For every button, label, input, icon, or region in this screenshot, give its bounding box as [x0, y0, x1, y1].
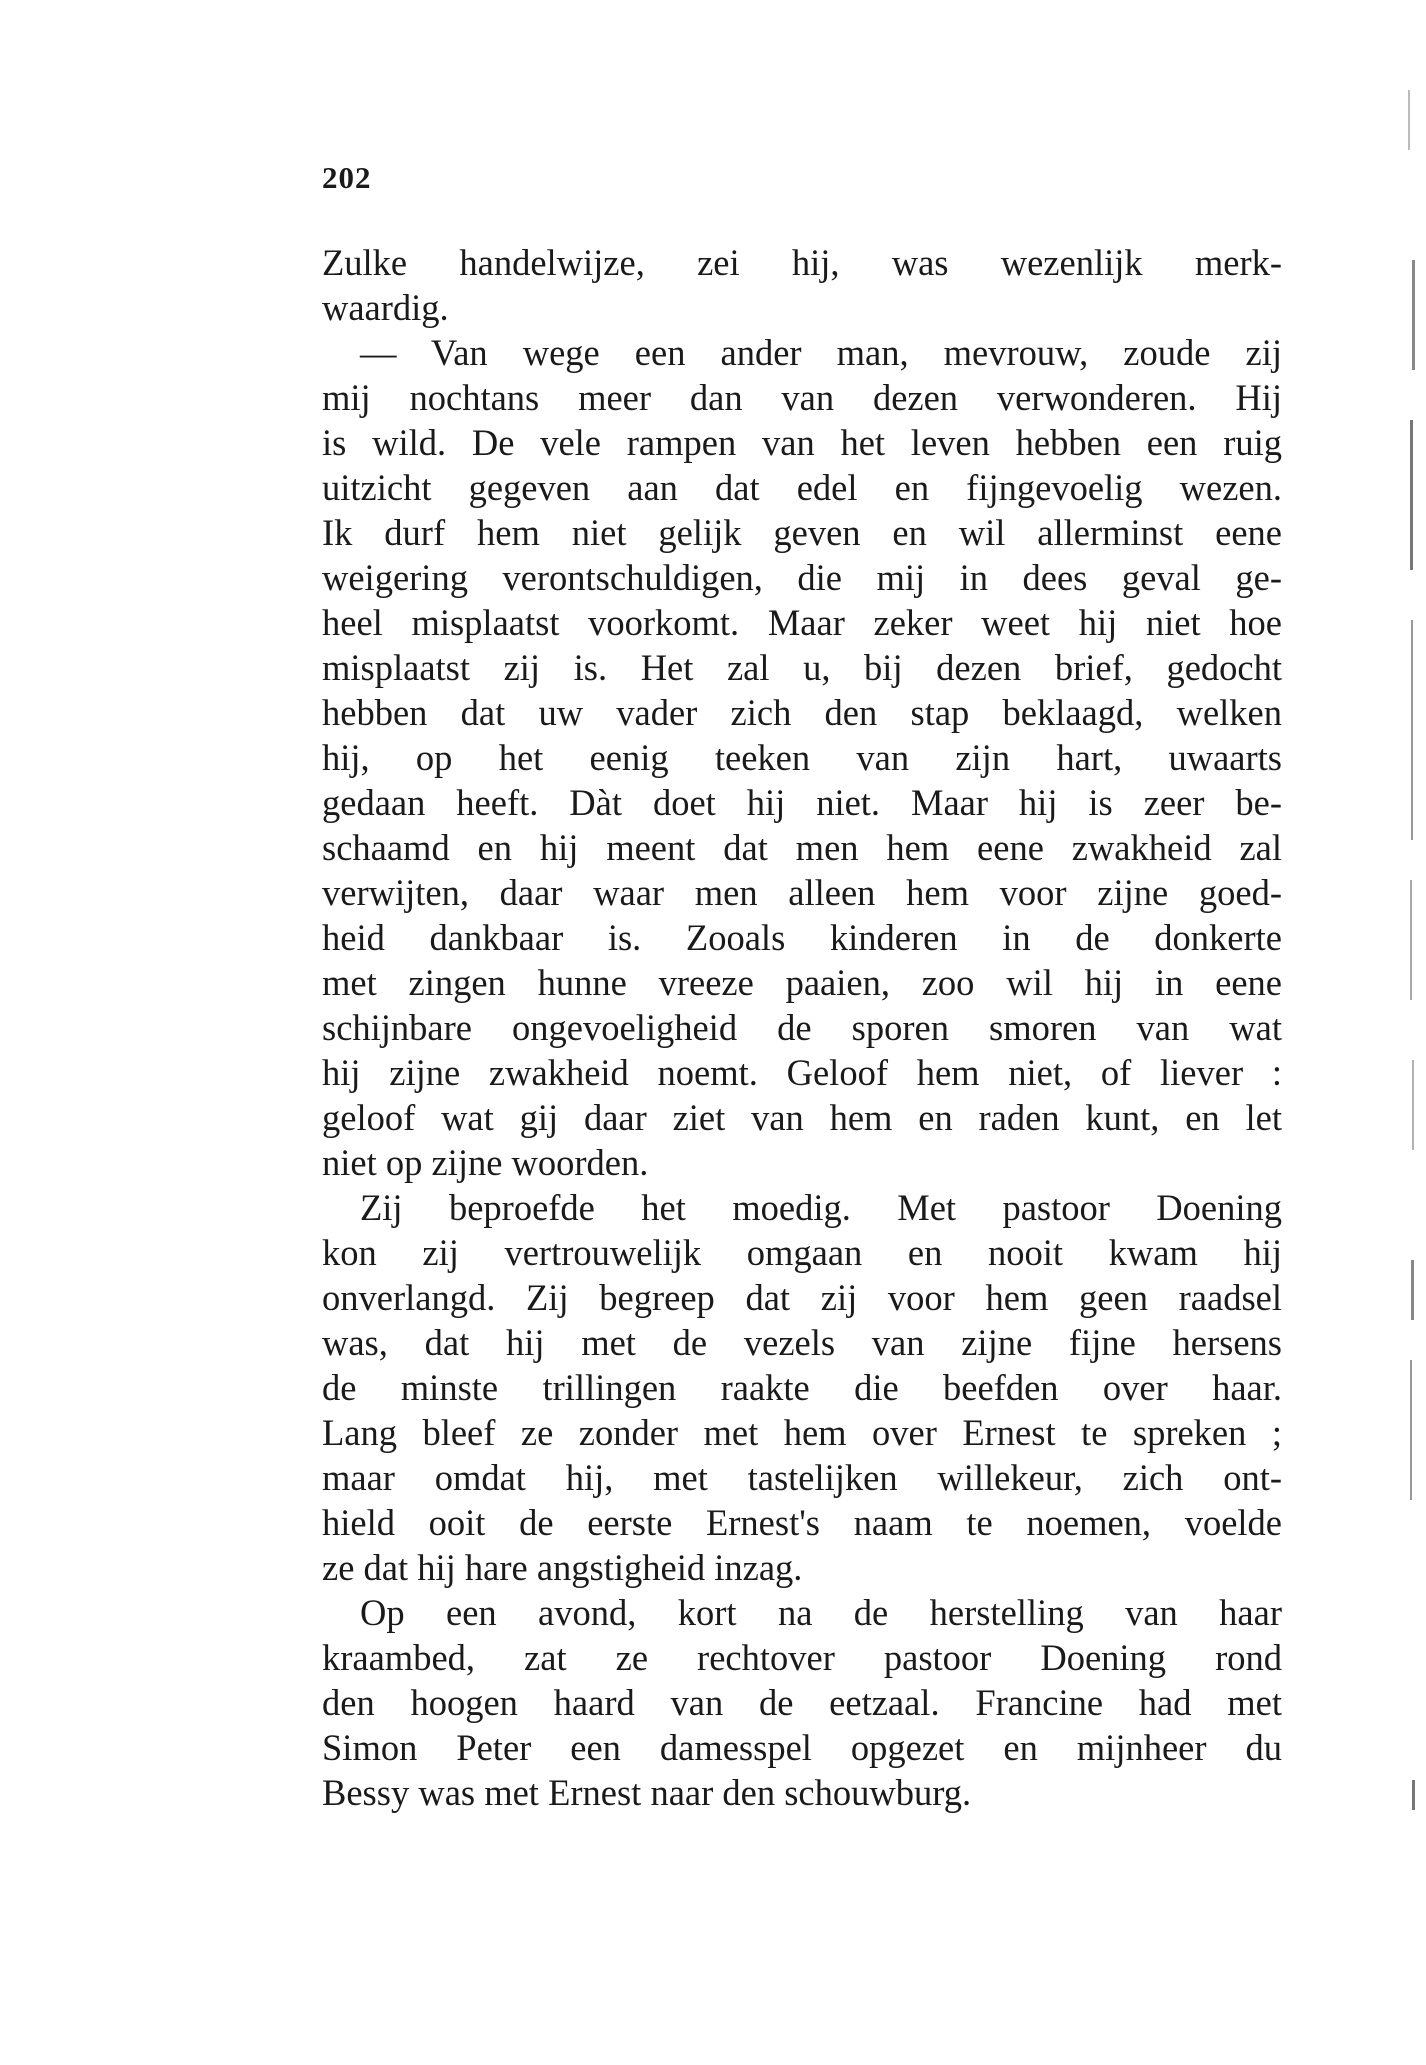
text-line: Simon Peter een damesspel opgezet en mijnheer du — [322, 1727, 1282, 1768]
text-line: — Van wege een ander man, mevrouw, zoude zij — [360, 332, 1282, 373]
text-line: gedaan heeft. Dàt doet hij niet. Maar hij is zeer be- — [322, 782, 1282, 823]
text-line: waardig. — [322, 287, 449, 328]
text-line: hij, op het eenig teeken van zijn hart, uwaarts — [322, 737, 1282, 778]
text-line: heel misplaatst voorkomt. Maar zeker weet hij niet hoe — [322, 602, 1282, 643]
text-line: geloof wat gij daar ziet van hem en raden kunt, en let — [322, 1097, 1282, 1138]
text-line: maar omdat hij, met tastelijken willekeur, zich ont- — [322, 1457, 1282, 1498]
body-text — [322, 240, 1282, 1815]
page-number: 202 — [322, 160, 372, 195]
text-line: verwijten, daar waar men alleen hem voor zijne goed- — [322, 872, 1282, 913]
text-line: ze dat hij hare angstigheid inzag. — [322, 1547, 803, 1588]
text-line: Op een avond, kort na de herstelling van haar — [360, 1592, 1282, 1633]
text-line: Ik durf hem niet gelijk geven en wil allerminst eene — [322, 512, 1282, 553]
text-line: hebben dat uw vader zich den stap beklaagd, welken — [322, 692, 1282, 733]
text-line: kraambed, zat ze rechtover pastoor Doening rond — [322, 1637, 1282, 1678]
text-line: mij nochtans meer dan van dezen verwonderen. Hij — [322, 377, 1282, 418]
text-line: hield ooit de eerste Ernest's naam te noemen, voelde — [322, 1502, 1282, 1543]
text-line: heid dankbaar is. Zooals kinderen in de donkerte — [322, 917, 1282, 958]
scan-edge-artifacts — [1398, 60, 1426, 1860]
text-line: niet op zijne woorden. — [322, 1142, 649, 1183]
text-line: Bessy was met Ernest naar den schouwburg. — [322, 1772, 972, 1813]
text-line: is wild. De vele rampen van het leven hebben een ruig — [322, 422, 1282, 463]
text-line: schaamd en hij meent dat men hem eene zwakheid zal — [322, 827, 1282, 868]
text-line: onverlangd. Zij begreep dat zij voor hem geen raadsel — [322, 1277, 1282, 1318]
text-line: den hoogen haard van de eetzaal. Francine had met — [322, 1682, 1282, 1723]
text-line: was, dat hij met de vezels van zijne fijne hersens — [322, 1322, 1282, 1363]
text-line: Zij beproefde het moedig. Met pastoor Doening — [360, 1187, 1282, 1228]
text-line: Zulke handelwijze, zei hij, was wezenlijk merk- — [322, 242, 1282, 283]
text-line: de minste trillingen raakte die beefden over haar. — [322, 1367, 1282, 1408]
text-line: schijnbare ongevoeligheid de sporen smoren van wat — [322, 1007, 1282, 1048]
text-line: met zingen hunne vreeze paaien, zoo wil hij in eene — [322, 962, 1282, 1003]
text-line: weigering verontschuldigen, die mij in dees geval ge- — [322, 557, 1282, 598]
text-line: kon zij vertrouwelijk omgaan en nooit kwam hij — [322, 1232, 1282, 1273]
text-line: misplaatst zij is. Het zal u, bij dezen brief, gedocht — [322, 647, 1282, 688]
text-line: uitzicht gegeven aan dat edel en fijngevoelig wezen. — [322, 467, 1282, 508]
text-line: Lang bleef ze zonder met hem over Ernest te spreken ; — [322, 1412, 1282, 1453]
text-line: hij zijne zwakheid noemt. Geloof hem niet, of liever : — [322, 1052, 1282, 1093]
